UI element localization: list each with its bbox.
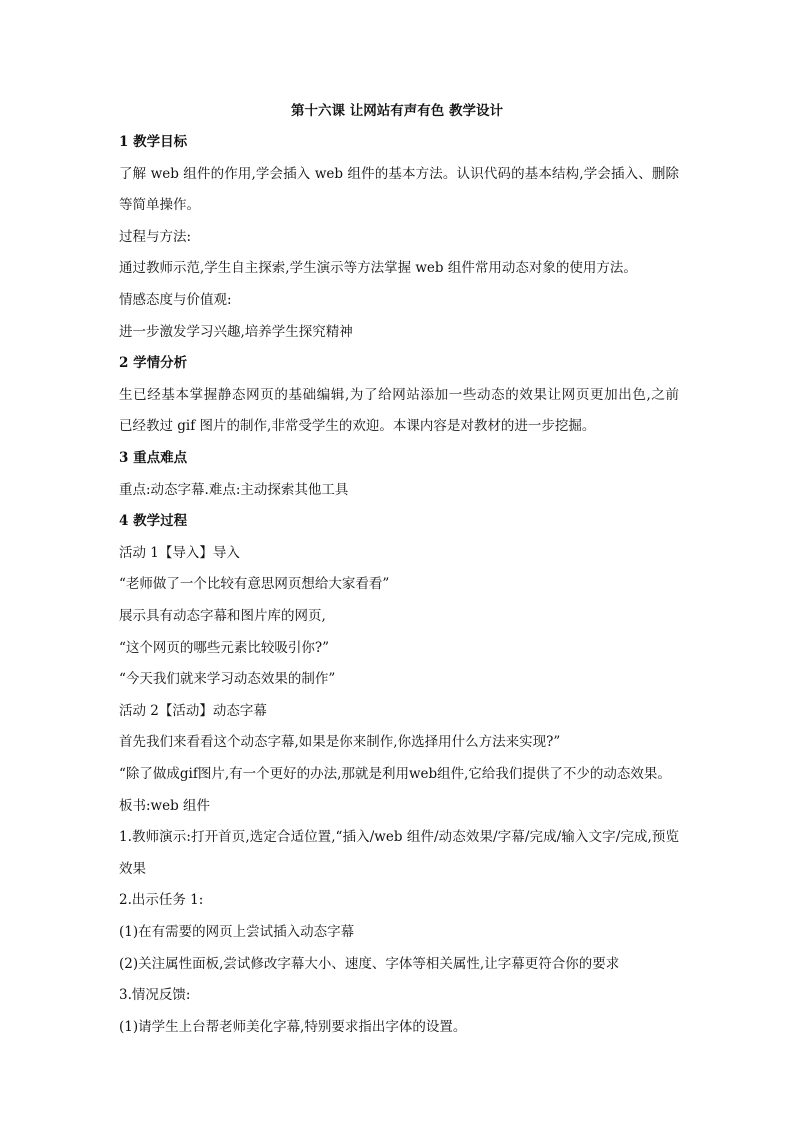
body-line: (2)关注属性面板,尝试修改字幕大小、速度、字体等相关属性,让字幕更符合你的要求 [119, 955, 620, 972]
body-line: 情感态度与价值观: [119, 292, 232, 308]
body-line: 3.情况反馈: [119, 987, 191, 1004]
body-line: 通过教师示范,学生自主探索,学生演示等方法掌握 web 组件常用动态对象的使用方法。 [119, 260, 637, 277]
body-line: (1)在有需要的网页上尝试插入动态字幕 [119, 924, 355, 940]
page-title: 第十六课 让网站有声有色 教学设计 [291, 103, 503, 119]
body-line: 了解 web 组件的作用,学会插入 web 组件的基本方法。认识代码的基本结构,学会插入、删除 [119, 165, 679, 182]
body-line: 效果 [119, 860, 146, 877]
body-line: 生已经基本掌握静态网页的基础编辑,为了给网站添加一些动态的效果让网页更加出色,之前 [119, 386, 679, 403]
body-line: 板书:web 组件 [119, 797, 211, 814]
body-line: “这个网页的哪些元素比较吸引你?” [119, 639, 330, 656]
body-line: 活动 1【导入】导入 [119, 544, 240, 561]
body-line: 2.出示任务 1: [119, 892, 204, 909]
body-line: 1.教师演示:打开首页,选定合适位置,“插入/web 组件/动态效果/字幕/完成/输入文字/完成,预览 [119, 829, 679, 846]
body-line: “老师做了一个比较有意思网页想给大家看看” [119, 576, 390, 593]
body-line: 等简单操作。 [119, 197, 200, 214]
body-line: 活动 2【活动】动态字幕 [119, 702, 267, 719]
section-heading: 4 教学过程 [119, 513, 188, 530]
body-line: “今天我们就来学习动态效果的制作” [119, 671, 336, 688]
body-line: 重点:动态字幕.难点:主动探索其他工具 [119, 481, 349, 498]
section-heading: 1 教学目标 [119, 134, 188, 150]
body-line: 进一步激发学习兴趣,培养学生探究精神 [119, 323, 353, 340]
body-line: 已经教过 gif 图片的制作,非常受学生的欢迎。本课内容是对教材的进一步挖掘。 [119, 418, 596, 435]
body-line: (1)请学生上台帮老师美化字幕,特别要求指出字体的设置。 [119, 1018, 467, 1035]
body-line: 首先我们来看看这个动态字幕,如果是你来制作,你选择用什么方法来实现?” [119, 734, 561, 751]
section-heading: 3 重点难点 [119, 450, 188, 466]
body-line: “除了做成gif图片,有一个更好的办法,那就是利用web组件,它给我们提供了不少的动态效果。 [119, 766, 671, 782]
body-line: 展示具有动态字幕和图片库的网页, [119, 608, 326, 624]
section-heading: 2 学情分析 [119, 355, 188, 372]
body-line: 过程与方法: [119, 228, 192, 245]
